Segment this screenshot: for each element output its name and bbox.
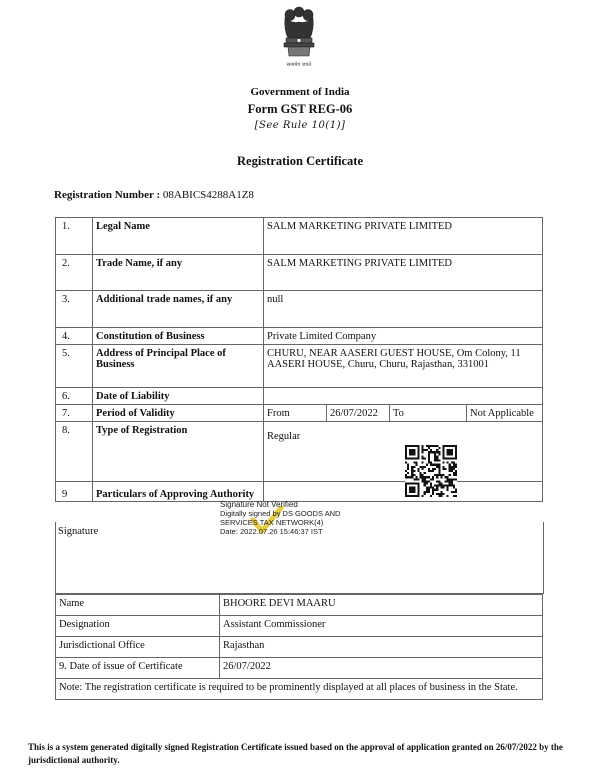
table-row — [56, 328, 543, 345]
authority-value: Assistant Commissioner — [220, 616, 543, 637]
table-row — [56, 345, 543, 388]
row-number: 4. — [56, 328, 93, 345]
authority-value: 26/07/2022 — [220, 658, 543, 679]
form-title: Form GST REG-06 — [247, 102, 353, 116]
footer-disclaimer: This is a system generated digitally signed Registration Certificate issued based on the approval of application granted on 26/07/2022 by the jurisdictional authority. — [28, 742, 563, 765]
rule-reference: [See Rule 10(1)] — [254, 120, 346, 131]
row-value: Private Limited Company — [264, 328, 543, 345]
row-number: 6. — [56, 388, 93, 405]
table-row — [56, 291, 543, 328]
authority-key: Jurisdictional Office — [56, 637, 220, 658]
validity-from-date: 26/07/2022 — [327, 405, 390, 422]
national-emblem-icon — [276, 4, 322, 66]
row-label: Address of Principal Place of Business — [93, 345, 264, 388]
table-row — [56, 679, 543, 700]
authority-key: Name — [56, 595, 220, 616]
table-row — [56, 595, 543, 616]
table-row — [56, 255, 543, 291]
table-row — [56, 658, 543, 679]
qr-code-icon — [405, 445, 457, 497]
row-label: Period of Validity — [93, 405, 264, 422]
government-heading: Government of India — [250, 86, 350, 98]
registration-number-value: 08ABICS4288A1Z8 — [162, 189, 254, 201]
row-value: null — [264, 291, 543, 328]
row-label: Particulars of Approving Authority — [93, 482, 264, 502]
digital-signature-stamp — [220, 500, 340, 536]
validity-from-label: From — [264, 405, 327, 422]
signature-status: Signature Not Verified — [220, 500, 298, 509]
row-value: Regular — [264, 422, 543, 482]
row-label: Constitution of Business — [93, 328, 264, 345]
details-table — [55, 217, 543, 502]
signature-signer: Digitally signed by DS GOODS AND — [220, 509, 341, 518]
signature-label: Signature — [58, 526, 99, 537]
registration-number — [54, 189, 254, 201]
registration-number-label: Registration Number : — [54, 189, 161, 201]
table-row — [56, 482, 543, 502]
table-row — [56, 405, 543, 422]
row-number: 3. — [56, 291, 93, 328]
row-number: 9 — [56, 482, 93, 502]
validity-to-value: Not Applicable — [467, 405, 543, 422]
row-label: Additional trade names, if any — [93, 291, 264, 328]
authority-value: BHOORE DEVI MAARU — [220, 595, 543, 616]
authority-table — [55, 594, 543, 700]
row-value: CHURU, NEAR AASERI GUEST HOUSE, Om Colony, 11 AASERI HOUSE, Churu, Churu, Rajasthan, 331001 — [264, 345, 543, 388]
emblem-motto: सत्यमेव जयते — [286, 62, 312, 68]
row-value — [264, 388, 543, 405]
row-value: SALM MARKETING PRIVATE LIMITED — [264, 255, 543, 291]
authority-key: Designation — [56, 616, 220, 637]
table-row — [56, 388, 543, 405]
table-row — [56, 218, 543, 255]
row-label: Type of Registration — [93, 422, 264, 482]
validity-to-label: To — [390, 405, 467, 422]
table-row — [56, 422, 543, 482]
authority-key: 9. Date of issue of Certificate — [56, 658, 220, 679]
row-value — [264, 482, 543, 502]
row-number: 1. — [56, 218, 93, 255]
table-row — [56, 637, 543, 658]
certificate-title: Registration Certificate — [237, 154, 363, 168]
row-number: 7. — [56, 405, 93, 422]
row-number: 2. — [56, 255, 93, 291]
table-row — [56, 616, 543, 637]
row-value: SALM MARKETING PRIVATE LIMITED — [264, 218, 543, 255]
row-label: Date of Liability — [93, 388, 264, 405]
signature-signer-org: SERVICES TAX NETWORK(4) — [220, 518, 324, 527]
signature-date: Date: 2022.07.26 15:46:37 IST — [220, 527, 323, 536]
note-text: Note: The registration certificate is required to be prominently displayed at all places of business in the State. — [56, 679, 543, 700]
authority-value: Rajasthan — [220, 637, 543, 658]
row-label: Legal Name — [93, 218, 264, 255]
row-label: Trade Name, if any — [93, 255, 264, 291]
row-number: 8. — [56, 422, 93, 482]
row-number: 5. — [56, 345, 93, 388]
